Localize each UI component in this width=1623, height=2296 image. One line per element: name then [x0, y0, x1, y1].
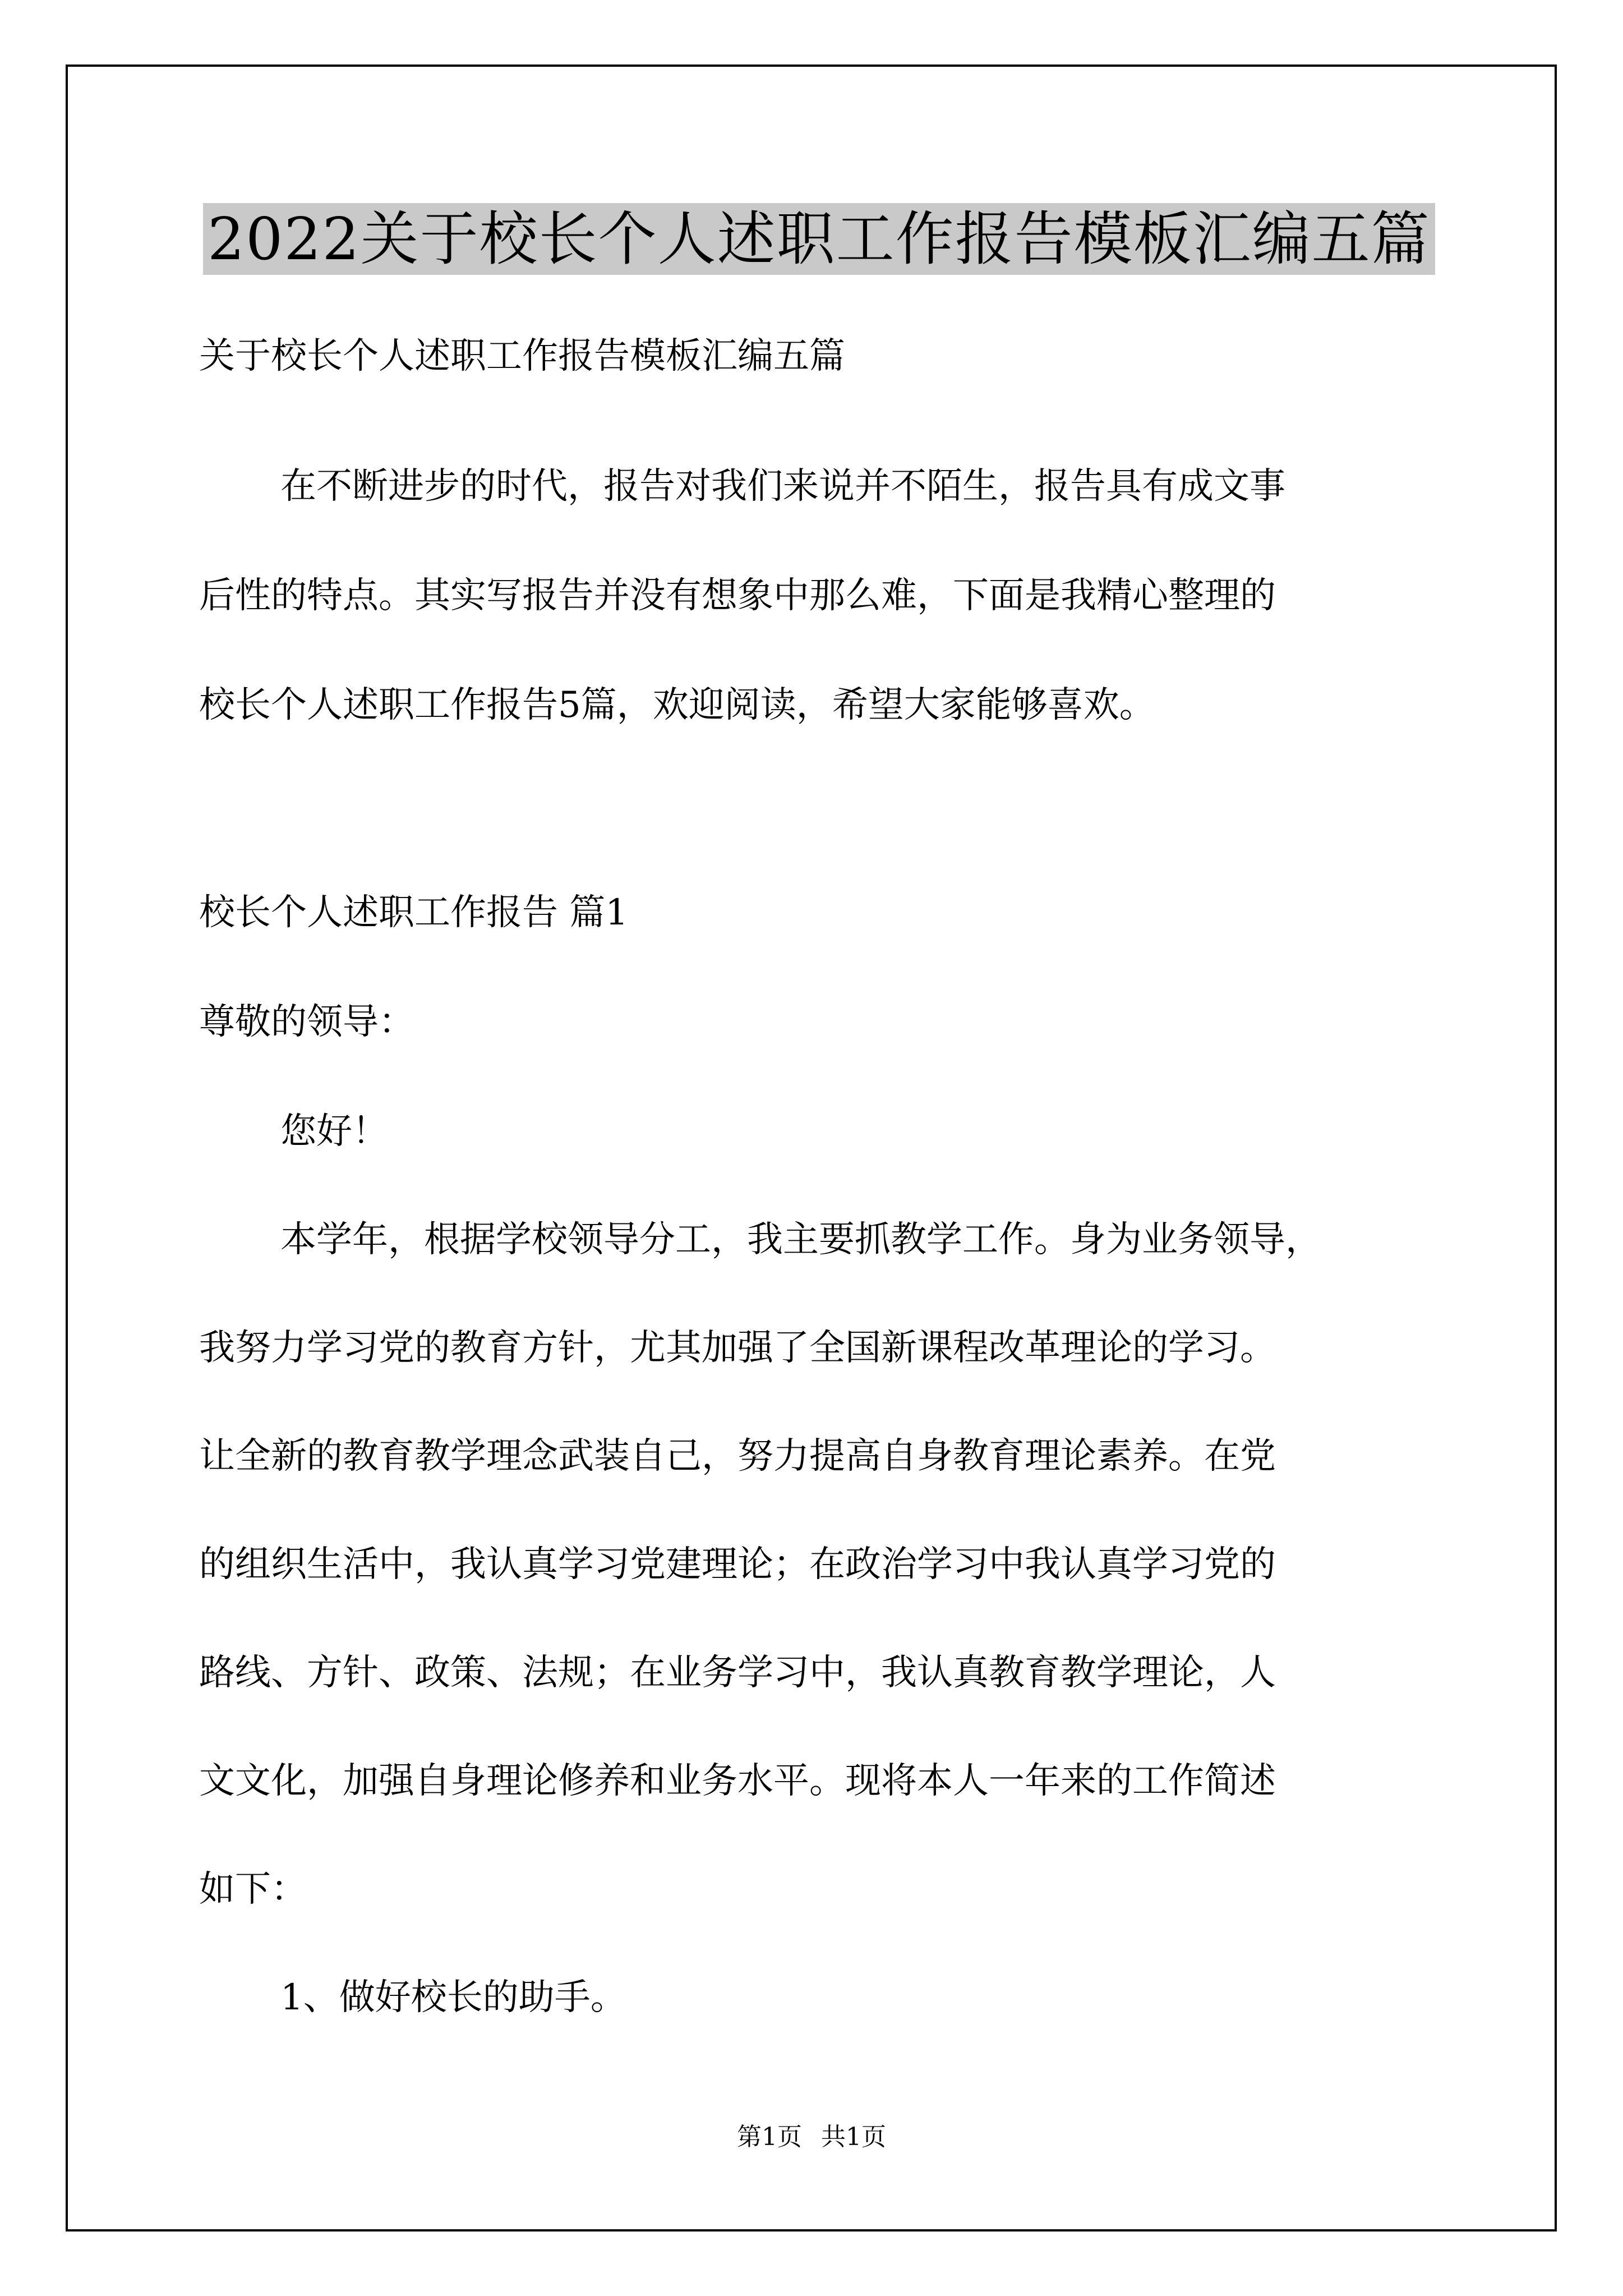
- salutation: 尊敬的领导：: [199, 1001, 414, 1043]
- list-item: 1、做好校长的助手。: [280, 1977, 626, 2018]
- subtitle-line: 关于校长个人述职工作报告模板汇编五篇: [199, 335, 845, 377]
- paragraph-line: 本学年，根据学校领导分工，我主要抓教学工作。身为业务领导，: [280, 1219, 1321, 1260]
- page-footer: [0, 2120, 1623, 2154]
- document-title: 2022关于校长个人述职工作报告模板汇编五篇: [203, 203, 1435, 275]
- paragraph-line: 我努力学习党的教育方针，尤其加强了全国新课程改革理论的学习。: [199, 1327, 1276, 1369]
- paragraph-line: 后性的特点。其实写报告并没有想象中那么难，下面是我精心整理的: [199, 575, 1276, 616]
- paragraph-line: 文文化，加强自身理论修养和业务水平。现将本人一年来的工作简述: [199, 1760, 1276, 1802]
- paragraph-line: 如下：: [199, 1869, 307, 1910]
- paragraph-line: 的组织生活中，我认真学习党建理论；在政治学习中我认真学习党的: [199, 1544, 1276, 1585]
- paragraph-line: 让全新的教育教学理念武装自己，努力提高自身教育理论素养。在党: [199, 1435, 1276, 1477]
- section-heading: 校长个人述职工作报告 篇1: [199, 892, 629, 933]
- paragraph-line: 在不断进步的时代，报告对我们来说并不陌生，报告具有成文事: [280, 466, 1285, 507]
- paragraph-line: 路线、方针、政策、法规；在业务学习中，我认真教育教学理论，人: [199, 1652, 1276, 1694]
- page-total: 共1页: [821, 2123, 886, 2151]
- paragraph-line: 校长个人述职工作报告5篇，欢迎阅读，希望大家能够喜欢。: [199, 684, 1155, 726]
- page-number: 第1页: [737, 2123, 802, 2151]
- greeting: 您好！: [280, 1111, 388, 1152]
